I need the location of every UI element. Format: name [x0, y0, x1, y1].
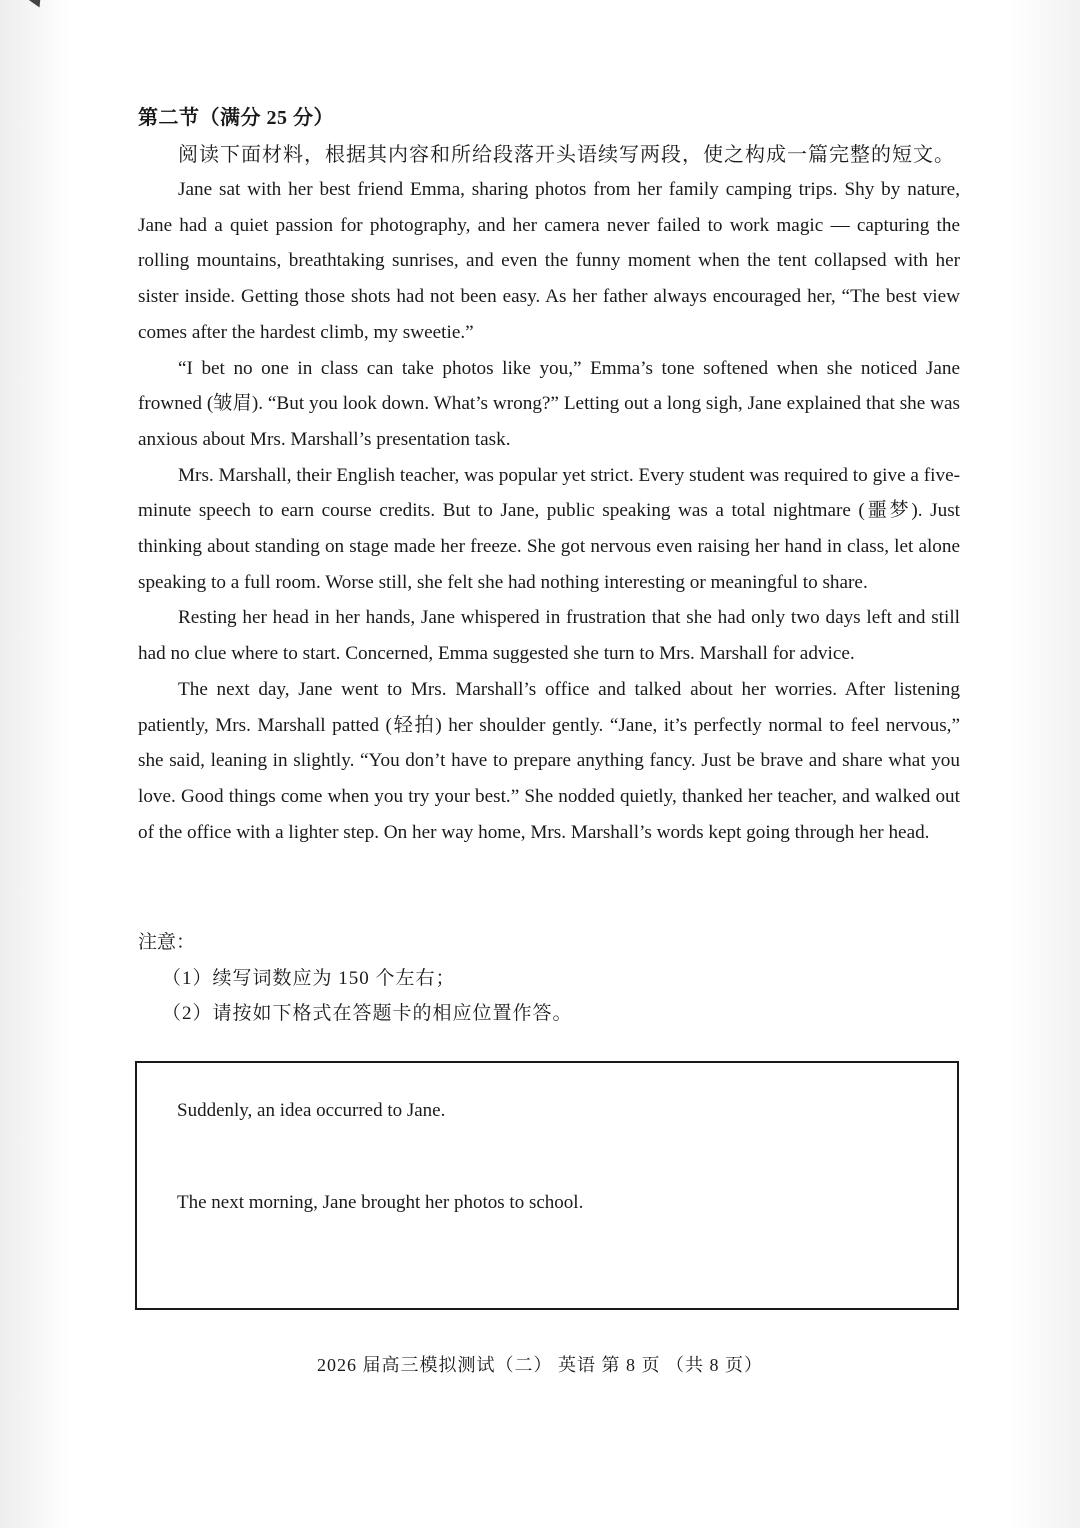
note-item-format: （2）请按如下格式在答题卡的相应位置作答。	[162, 1003, 573, 1024]
reading-passage	[138, 172, 960, 850]
passage-paragraph: “I bet no one in class can take photos like you,” Emma’s tone softened when she noticed Jane frowned (皱眉). “But you look down. What’s wrong?” Letting out a long sigh, Jane explained that she was anxious about Mrs. Marshall’s presentation task.	[138, 357, 960, 450]
paragraph-1-opener: Suddenly, an idea occurred to Jane.	[177, 1100, 446, 1121]
passage-paragraph: The next day, Jane went to Mrs. Marshall’s office and talked about her worries. After listening patiently, Mrs. Marshall patted (轻拍) her shoulder gently. “Jane, it’s perfectly normal to feel nervous,” she said, leaning in slightly. “You don’t have to prepare anything fancy. Just be brave and share what you love. Good things come when you try your best.” She nodded quietly, thanked her teacher, and walked out of the office with a lighter step. On her way home, Mrs. Marshall’s words kept going through her head.	[138, 678, 960, 843]
task-instruction: 阅读下面材料，根据其内容和所给段落开头语续写两段，使之构成一篇完整的短文。	[178, 144, 955, 166]
paragraph-2-opener: The next morning, Jane brought her photos to school.	[177, 1192, 584, 1213]
page-footer: 2026 届高三模拟测试（二） 英语 第 8 页 （共 8 页）	[317, 1355, 763, 1375]
passage-paragraph: Jane sat with her best friend Emma, sharing photos from her family camping trips. Shy by nature, Jane had a quiet passion for photography, and her camera never failed to work magic — capturing the rolling mountains, breathtaking sunrises, and even the funny moment when the tent collapsed with her sister inside. Getting those shots had not been easy. As her father always encouraged her, “The best view comes after the hardest climb, my sweetie.”	[138, 179, 960, 343]
scan-shadow-left	[0, 0, 70, 1528]
notes-title: 注意：	[138, 932, 196, 953]
section-heading: 第二节（满分 25 分）	[138, 107, 334, 129]
scan-shadow-right	[1010, 0, 1080, 1528]
notes-section	[138, 925, 573, 1032]
note-item-word-count: （1）续写词数应为 150 个左右；	[162, 967, 456, 989]
corner-mark-icon	[28, 0, 46, 10]
passage-paragraph: Resting her head in her hands, Jane whispered in frustration that she had only two days left and still had no clue where to start. Concerned, Emma suggested she turn to Mrs. Marshall for advice.	[138, 607, 960, 665]
passage-paragraph: Mrs. Marshall, their English teacher, was popular yet strict. Every student was required to give a five-minute speech to earn course credits. But to Jane, public speaking was a total nightmare (噩梦). Just thinking about standing on stage made her freeze. She got nervous even raising her hand in class, let alone speaking to a full room. Worse still, she felt she had nothing interesting or meaningful to share.	[138, 464, 960, 593]
answer-format-box	[135, 1061, 959, 1310]
